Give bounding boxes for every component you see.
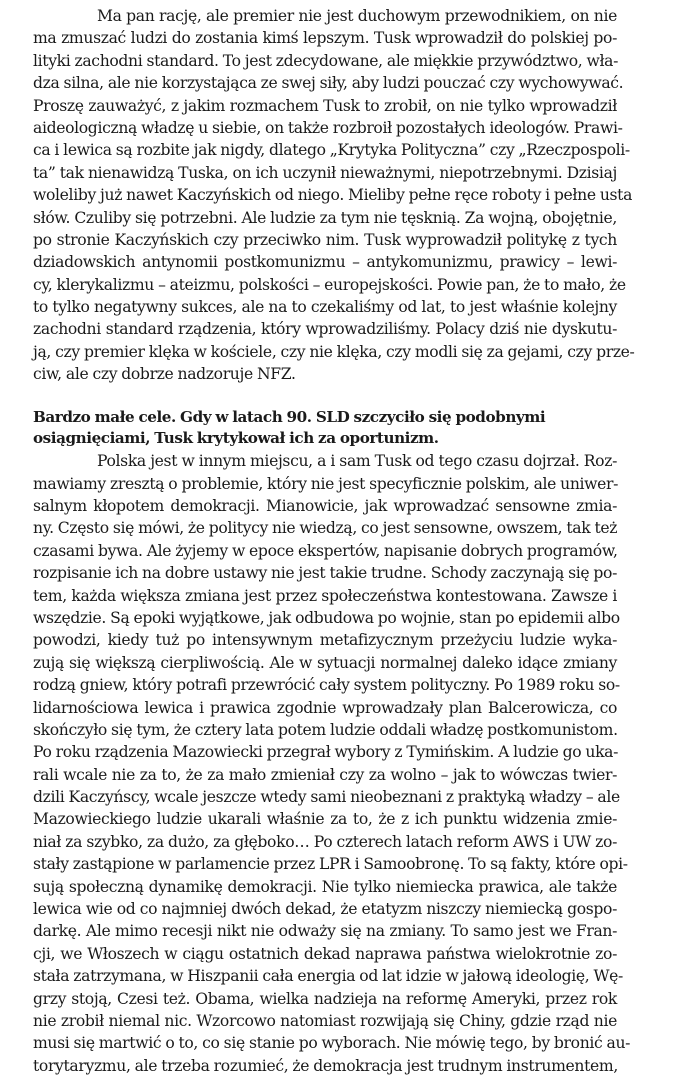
text-line: darkę. Ale mimo recesji nikt nie odważy się na zmiany. To samo jest we Fran-: [33, 922, 617, 941]
text-line: dzili Kaczyńscy, wcale jeszcze wtedy sami nieobeznani z praktyką władzy – ale: [33, 788, 620, 807]
text-line: po stronie Kaczyńskich czy przeciwko nim. Tusk wyprowadził politykę z tych: [33, 230, 617, 249]
interview-question: [33, 407, 617, 451]
text-line: ny. Często się mówi, że politycy nie wiedzą, co jest sensowne, owszem, tak też: [33, 519, 618, 538]
text-line: rodzą gniew, który potrafi przewrócić cały system polityczny. Po 1989 roku so-: [33, 676, 620, 695]
text-line: aideologiczną władzę u siebie, on także rozbroił pozostałych ideologów. Prawi-: [33, 118, 623, 137]
text-line: słów. Czuliby się potrzebni. Ale ludzie za tym nie tęsknią. Za wojną, obojętnie,: [33, 208, 617, 227]
text-line: Polska jest w innym miejscu, a i sam Tusk od tego czasu dojrzał. Roz-: [97, 452, 617, 471]
text-line: ca i lewica są rozbite jak nigdy, dlatego „Krytyka Polityczna” czy „Rzeczpospoli-: [33, 141, 630, 160]
text-line: cy, klerykalizmu – ateizmu, polskości – europejskości. Powie pan, że to mało, że: [33, 275, 626, 294]
text-line: musi się martwić o to, co się stanie po wyborach. Nie mówię tego, by bronić au-: [33, 1034, 631, 1053]
text-line: niał za szybko, za dużo, za głęboko… Po czterech latach reform AWS i UW zo-: [33, 832, 617, 851]
text-line: torytaryzmu, ale trzeba rozumieć, że demokracja jest trudnym instrumentem,: [33, 1056, 618, 1075]
text-line: skończyło się tym, że cztery lata potem ludzie oddali władzę postkomunistom.: [33, 720, 618, 739]
text-line: ta” tak nienawidzą Tuska, on ich uczynił nieważnymi, niepotrzebnymi. Dzisiaj: [33, 163, 617, 182]
text-line: grzy stoją, Czesi też. Obama, wielka nadzieja na reformę Ameryki, przez rok: [33, 989, 617, 1008]
text-line: Po roku rządzenia Mazowiecki przegrał wybory z Tymińskim. A ludzie go uka-: [33, 743, 619, 762]
text-line: ciw, ale czy dobrze nadzoruje NFZ.: [33, 365, 296, 384]
text-line: zują się większą cierpliwością. Ale w sytuacji normalnej daleko idące zmiany: [33, 653, 617, 672]
text-line: rali wcale nie za to, że za mało zmieniał czy za wolno – jak to wówczas twier-: [33, 765, 617, 784]
text-line: stała zatrzymana, w Hiszpanii cała energia od lat idzie w jałową ideologię, Wę-: [33, 967, 623, 986]
text-line: lewica wie od co najmniej dwóch dekad, że etatyzm niszczy niemiecką gospo-: [33, 900, 617, 919]
text-line: Mazowieckiego ludzie ukarali właśnie za to, że z ich punktu widzenia zmie-: [33, 810, 617, 829]
text-line: rozpisanie ich na dobre ustawy nie jest takie trudne. Schody zaczynają się po-: [33, 564, 617, 583]
answer-paragraph-2: [33, 450, 631, 1077]
answer-paragraph-1: [33, 5, 635, 386]
text-line: ją, czy premier klęka w kościele, czy nie klęka, czy modli się za gejami, czy prze-: [33, 342, 635, 361]
text-line: wszędzie. Są epoki wyjątkowe, jak odbudowa po wojnie, stan po epidemii albo: [33, 608, 620, 627]
text-line: stały zastąpione w parlamencie przez LPR i Samoobronę. To są fakty, które opi-: [33, 855, 628, 874]
document-page: [33, 5, 635, 1077]
text-line: tem, każda większa zmiana jest przez społeczeństwa kontestowana. Zawsze i: [33, 586, 617, 605]
text-line: dza silna, ale nie korzystająca ze swej siły, aby ludzi pouczać czy wychowywać.: [33, 74, 624, 93]
text-line: lidarnościowa lewica i prawica zgodnie wprowadzały plan Balcerowicza, co: [33, 698, 617, 717]
text-line: zachodni standard rządzenia, który wprowadziliśmy. Polacy dziś nie dyskutu-: [33, 320, 617, 339]
question-line: osiągnięciami, Tusk krytykował ich za oportunizm.: [33, 429, 439, 448]
text-line: lityki zachodni standard. To jest zdecydowane, ale miękkie przywództwo, wła-: [33, 51, 619, 70]
text-line: cji, we Włoszech w ciągu ostatnich dekad naprawa państwa wielokrotnie zo-: [33, 944, 617, 963]
text-line: mawiamy zresztą o problemie, który nie jest specyficznie polskim, ale uniwer-: [33, 474, 619, 493]
text-line: powodzi, kiedy tuż po intensywnym metafizycznym przeżyciu ludzie wyka-: [33, 631, 617, 650]
text-line: to tylko negatywny sukces, ale na to czekaliśmy od lat, to jest właśnie kolejny: [33, 298, 617, 317]
text-line: ma zmuszać ludzi do zostania kimś lepszym. Tusk wprowadził do polskiej po-: [33, 29, 617, 48]
text-line: nie zrobił niemal nic. Wzorcowo natomiast rozwijają się Chiny, gdzie rząd nie: [33, 1012, 617, 1030]
question-line: Bardzo małe cele. Gdy w latach 90. SLD szczyciło się podobnymi: [33, 407, 546, 426]
text-line: salnym kłopotem demokracji. Mianowicie, jak wprowadzać sensowne zmia-: [33, 497, 617, 516]
text-line: sują społeczną dynamikę demokracji. Nie tylko niemiecka prawica, ale także: [33, 877, 617, 896]
text-line: Proszę zauważyć, z jakim rozmachem Tusk to zrobił, on nie tylko wprowadził: [33, 96, 617, 115]
text-line: woleliby już nawet Kaczyńskich od niego. Mieliby pełne ręce roboty i pełne usta: [33, 186, 633, 205]
text-line: dziadowskich antynomii postkomunizmu – antykomunizmu, prawicy – lewi-: [33, 253, 617, 272]
text-line: Ma pan rację, ale premier nie jest duchowym przewodnikiem, on nie: [97, 7, 617, 25]
text-line: czasami bywa. Ale żyjemy w epoce ekspertów, napisanie dobrych programów,: [33, 541, 618, 560]
